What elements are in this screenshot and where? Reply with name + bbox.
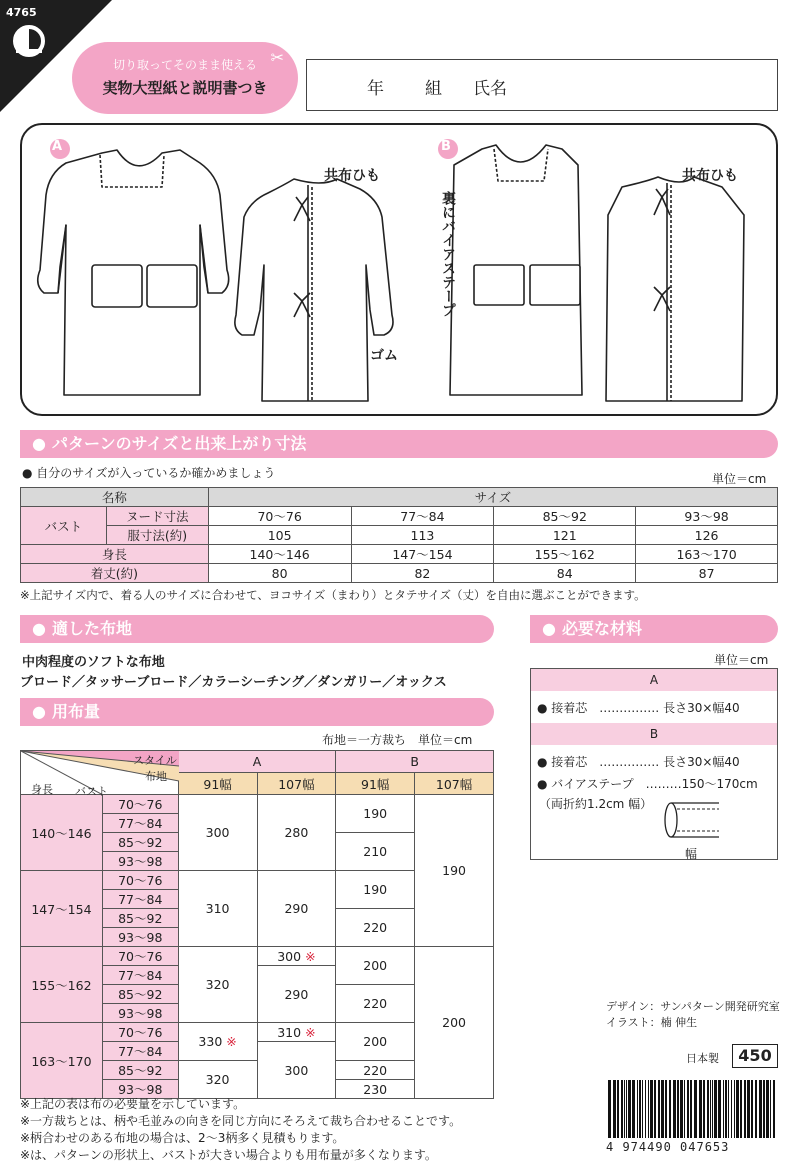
amount-section-header: ● 用布量 (20, 698, 494, 726)
barcode-bar (694, 1080, 697, 1138)
nude-value: 70〜76 (208, 507, 351, 526)
barcode-bar (632, 1080, 635, 1138)
height-value: 140〜146 (208, 545, 351, 564)
barcode-number: 4 974490 047653 (606, 1140, 730, 1154)
barcode-bar (759, 1080, 762, 1138)
barcode-bar (751, 1080, 753, 1138)
barcode-bar (654, 1080, 656, 1138)
bust-cell: 85〜92 (102, 985, 178, 1004)
materials-a-bar: A (531, 669, 777, 691)
barcode-bar (677, 1080, 679, 1138)
barcode-bar (684, 1080, 685, 1138)
size-section-header: ● パターンのサイズと出来上がり寸法 (20, 430, 778, 458)
made-in-label: 日本製 (686, 1052, 719, 1065)
design-credit: デザイン：サンパターン開発研究室 (606, 1000, 780, 1013)
bust-cell: 70〜76 (102, 947, 178, 966)
barcode-bar (645, 1080, 646, 1138)
amount-cell: 220 (336, 1061, 415, 1080)
nude-value: 85〜92 (494, 507, 636, 526)
length-value: 87 (636, 564, 778, 583)
amount-cell: 190 (415, 795, 494, 947)
barcode-bar (755, 1080, 757, 1138)
barcode-bar (650, 1080, 653, 1138)
amount-cell: 200 (336, 947, 415, 985)
amount-cell: 190 (336, 871, 415, 909)
barcode-bar (723, 1080, 724, 1138)
garment-label: 服寸法(約) (106, 526, 208, 545)
barcode-bar (699, 1080, 702, 1138)
badge-title: 実物大型紙と説明書つき (102, 79, 268, 97)
amount-cell-starred: 310 ※ (257, 1023, 336, 1042)
bust-cell: 85〜92 (102, 1061, 178, 1080)
barcode-bar (628, 1080, 631, 1138)
amount-cell: 320 (178, 1061, 257, 1099)
barcode-bar (718, 1080, 721, 1138)
barcode-bar (661, 1080, 664, 1138)
width-label: 幅 (685, 847, 698, 861)
scissors-icon: ✂ (270, 48, 284, 67)
bust-cell: 77〜84 (102, 1042, 178, 1061)
barcode-bar (642, 1080, 643, 1138)
nude-value: 77〜84 (351, 507, 494, 526)
barcode-bar (747, 1080, 750, 1138)
width-header: 107幅 (415, 773, 494, 795)
barcode-bar (690, 1080, 692, 1138)
fabric-amount-table (20, 750, 494, 1099)
barcode-bar (658, 1080, 660, 1138)
barcode-bar (637, 1080, 638, 1138)
amount-cell: 310 (178, 871, 257, 947)
barcode-bar (617, 1080, 619, 1138)
height-label: 身長 (21, 545, 209, 564)
barcode-bar (766, 1080, 769, 1138)
size-check-note: ● 自分のサイズが入っているか確かめましょう (22, 466, 276, 480)
tie-label-b: 共布ひも (682, 168, 738, 184)
barcode-bar (734, 1080, 735, 1138)
size-unit: 単位＝cm (712, 472, 767, 486)
barcode-bar (687, 1080, 689, 1138)
barcode-bar (725, 1080, 727, 1138)
barcode (606, 1080, 778, 1146)
bust-cell: 93〜98 (102, 928, 178, 947)
garment-value: 105 (208, 526, 351, 545)
fabric-list: ブロード／タッサーブロード／カラーシーチング／ダンガリー／オックス (20, 675, 447, 690)
garment-value: 126 (636, 526, 778, 545)
barcode-bar (728, 1080, 729, 1138)
bust-cell: 70〜76 (102, 795, 178, 814)
bust-header-label: バスト (75, 785, 108, 798)
barcode-bar (608, 1080, 611, 1138)
bust-cell: 70〜76 (102, 871, 178, 890)
amount-cell-starred: 300 ※ (257, 947, 336, 966)
amount-cell: 230 (336, 1080, 415, 1099)
pattern-number: 4765 (6, 6, 37, 19)
width-header: 91幅 (336, 773, 415, 795)
amount-cell: 200 (336, 1023, 415, 1061)
garment-value: 113 (351, 526, 494, 545)
bust-cell: 70〜76 (102, 1023, 178, 1042)
amount-cell-starred: 330 ※ (178, 1023, 257, 1061)
length-value: 80 (208, 564, 351, 583)
amount-cell: 200 (415, 947, 494, 1099)
barcode-bar (626, 1080, 627, 1138)
nude-label: ヌード寸法 (106, 507, 208, 526)
barcode-bar (773, 1080, 775, 1138)
materials-b-bias-width: （両折約1.2cm 幅） (539, 797, 653, 811)
materials-b-interfacing: ● 接着芯 …………… 長さ30×幅40 (537, 755, 740, 769)
barcode-bar (736, 1080, 739, 1138)
bias-tape-icon (661, 797, 721, 843)
style-header-label: スタイル (133, 754, 177, 767)
height-header-label: 身長 (31, 783, 53, 796)
amount-note: ※柄合わせのある布地の場合は、2〜3柄多く見積もります。 (20, 1131, 345, 1145)
length-value: 84 (494, 564, 636, 583)
length-label: 着丈(約) (21, 564, 209, 583)
garment-value: 121 (494, 526, 636, 545)
bust-cell: 77〜84 (102, 966, 178, 985)
height-value: 163〜170 (636, 545, 778, 564)
barcode-bar (673, 1080, 676, 1138)
amount-cell: 210 (336, 833, 415, 871)
bust-cell: 77〜84 (102, 814, 178, 833)
height-group: 155〜162 (21, 947, 103, 1023)
barcode-bar (665, 1080, 667, 1138)
amount-cell: 320 (178, 947, 257, 1023)
pattern-badge (72, 42, 298, 114)
fabric-section-header: ● 適した布地 (20, 615, 494, 643)
amount-note: ※一方裁ちとは、柄や毛並みの向きを同じ方向にそろえて裁ち合わせることです。 (20, 1114, 462, 1128)
amount-cell: 190 (336, 795, 415, 833)
barcode-bar (707, 1080, 709, 1138)
barcode-bar (731, 1080, 732, 1138)
barcode-bar (710, 1080, 711, 1138)
illustration-panel (20, 123, 778, 416)
bust-cell: 93〜98 (102, 852, 178, 871)
badge-subtitle: 切り取ってそのまま使える (112, 58, 257, 72)
bust-cell: 93〜98 (102, 1080, 178, 1099)
height-group: 147〜154 (21, 871, 103, 947)
amount-note: ※上記の表は布の必要量を示しています。 (20, 1097, 246, 1111)
header-corner (21, 751, 179, 798)
style-a-label: A (52, 139, 63, 154)
name-label: 氏名 (473, 79, 507, 99)
barcode-bar (669, 1080, 671, 1138)
name-box[interactable] (306, 59, 778, 111)
style-a-header: A (178, 751, 336, 773)
width-header: 107幅 (257, 773, 336, 795)
bust-cell: 85〜92 (102, 909, 178, 928)
header-size: サイズ (208, 488, 777, 507)
barcode-bar (613, 1080, 616, 1138)
barcode-bar (740, 1080, 742, 1138)
fabric-type: 中肉程度のソフトな布地 (22, 655, 165, 670)
class-label: 組 (425, 79, 442, 99)
height-group: 163〜170 (21, 1023, 103, 1099)
tie-label-a: 共布ひも (324, 168, 380, 184)
barcode-bar (648, 1080, 649, 1138)
bias-tape-label: 裏にバイアステープ (440, 191, 456, 317)
cloth-header-label: 布地 (145, 770, 167, 783)
barcode-bar (763, 1080, 765, 1138)
year-label: 年 (367, 79, 384, 99)
barcode-bar (712, 1080, 713, 1138)
smock-illustration (22, 125, 776, 414)
size-footnote: ※上記サイズ内で、着る人のサイズに合わせて、ヨコサイズ（まわり）とタテサイズ（丈）を自由に選ぶことができます。 (20, 588, 646, 602)
barcode-bar (714, 1080, 717, 1138)
materials-unit: 単位＝cm (714, 653, 769, 667)
star-mark: ※ (305, 948, 316, 964)
header-name: 名称 (21, 488, 209, 507)
bust-cell: 85〜92 (102, 833, 178, 852)
star-mark: ※ (305, 1024, 316, 1040)
barcode-bar (770, 1080, 771, 1138)
bust-cell: 93〜98 (102, 1004, 178, 1023)
amount-cell: 280 (257, 795, 336, 871)
bust-label: バスト (21, 507, 107, 545)
amount-cell: 290 (257, 966, 336, 1023)
bust-cell: 77〜84 (102, 890, 178, 909)
price-box: 450 (732, 1044, 778, 1068)
elastic-label: ゴム (370, 348, 398, 364)
materials-b-bias-tape: ● バイアステープ ………150〜170cm (537, 777, 758, 791)
barcode-bar (703, 1080, 705, 1138)
star-mark: ※ (226, 1034, 237, 1049)
barcode-bar (621, 1080, 623, 1138)
materials-section-header: ● 必要な材料 (530, 615, 778, 643)
amount-cell: 300 (257, 1042, 336, 1099)
materials-a-interfacing: ● 接着芯 …………… 長さ30×幅40 (537, 701, 740, 715)
height-group: 140〜146 (21, 795, 103, 871)
barcode-bar (744, 1080, 746, 1138)
amount-cell: 300 (178, 795, 257, 871)
height-value: 155〜162 (494, 545, 636, 564)
length-value: 82 (351, 564, 494, 583)
materials-b-bar: B (531, 723, 777, 745)
style-b-label: B (441, 139, 451, 154)
height-value: 147〜154 (351, 545, 494, 564)
barcode-bar (680, 1080, 683, 1138)
style-b-header: B (336, 751, 494, 773)
barcode-bar (624, 1080, 625, 1138)
illust-credit: イラスト：楠 伸生 (606, 1016, 698, 1029)
brand-logo-icon (12, 24, 46, 58)
amount-cell: 220 (336, 909, 415, 947)
materials-box (530, 668, 778, 860)
amount-cell: 220 (336, 985, 415, 1023)
size-table (20, 487, 778, 583)
barcode-bar (639, 1080, 641, 1138)
amount-cell: 290 (257, 871, 336, 947)
nude-value: 93〜98 (636, 507, 778, 526)
width-header: 91幅 (178, 773, 257, 795)
amount-note: ※は、パターンの形状上、バストが大きい場合よりも用布量が多くなります。 (20, 1148, 437, 1162)
amount-unit: 布地＝一方裁ち 単位＝cm (322, 733, 473, 747)
